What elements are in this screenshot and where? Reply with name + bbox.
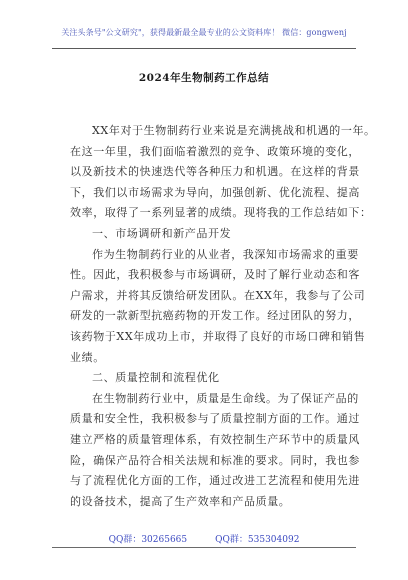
body-line: 一、市场调研和新产品开发 — [92, 226, 232, 240]
footer-contact — [0, 532, 408, 545]
document-title: 2024年生物制药工作总结 — [138, 72, 270, 84]
body-line: 户需求，并将其反馈给研发团队。在XX年，我参与了公司 — [70, 288, 366, 302]
footer-qq-group-1: QQ群：30265665 — [108, 535, 188, 545]
body-line: 在这一年里，我们面临着激烈的竞争、政策环境的变化， — [70, 144, 360, 158]
body-line: 业绩。 — [70, 350, 105, 364]
document-body — [70, 121, 376, 512]
header-promo-note: 关注头条号"公文研究"，获得最新最全最专业的公文资料库！ 微信：gongwenj — [61, 28, 347, 37]
body-line: 研发的一款新型抗癌药物的开发工作。经过团队的努力， — [70, 309, 360, 323]
body-line: 在生物制药行业中，质量是生命线。为了保证产品的 — [92, 391, 359, 405]
body-line: 以及新技术的快速迭代等各种压力和机遇。在这样的背景 — [70, 165, 360, 179]
body-line: 下，我们以市场需求为导向，加强创新、优化流程、提高 — [70, 185, 360, 199]
footer-qq-group-2: QQ群：535304092 — [215, 535, 300, 545]
footer-divider — [52, 547, 356, 548]
body-line: 建立严格的质量管理体系，有效控制生产环节中的质量风 — [70, 432, 360, 446]
body-line: 作为生物制药行业的从业者，我深知市场需求的重要 — [92, 247, 359, 261]
body-line: 与了流程优化方面的工作，通过改进工艺流程和使用先进 — [70, 474, 360, 488]
body-line: 险，确保产品符合相关法规和标准的要求。同时，我也参 — [70, 453, 360, 467]
body-line: XX年对于生物制药行业来说是充满挑战和机遇的一年。 — [92, 124, 376, 137]
body-line: 二、质量控制和流程优化 — [92, 371, 220, 385]
body-line: 该药物于XX年成功上市，并取得了良好的市场口碑和销售 — [70, 329, 366, 343]
body-line: 质量和安全性，我积极参与了质量控制方面的工作。通过 — [70, 412, 360, 426]
body-line: 性。因此，我积极参与市场调研，及时了解行业动态和客 — [70, 268, 360, 282]
body-line: 效率，取得了一系列显著的成绩。现将我的工作总结如下： — [70, 206, 372, 220]
body-line: 的设备技术，提高了生产效率和产品质量。 — [70, 494, 291, 508]
header-divider — [52, 48, 356, 49]
